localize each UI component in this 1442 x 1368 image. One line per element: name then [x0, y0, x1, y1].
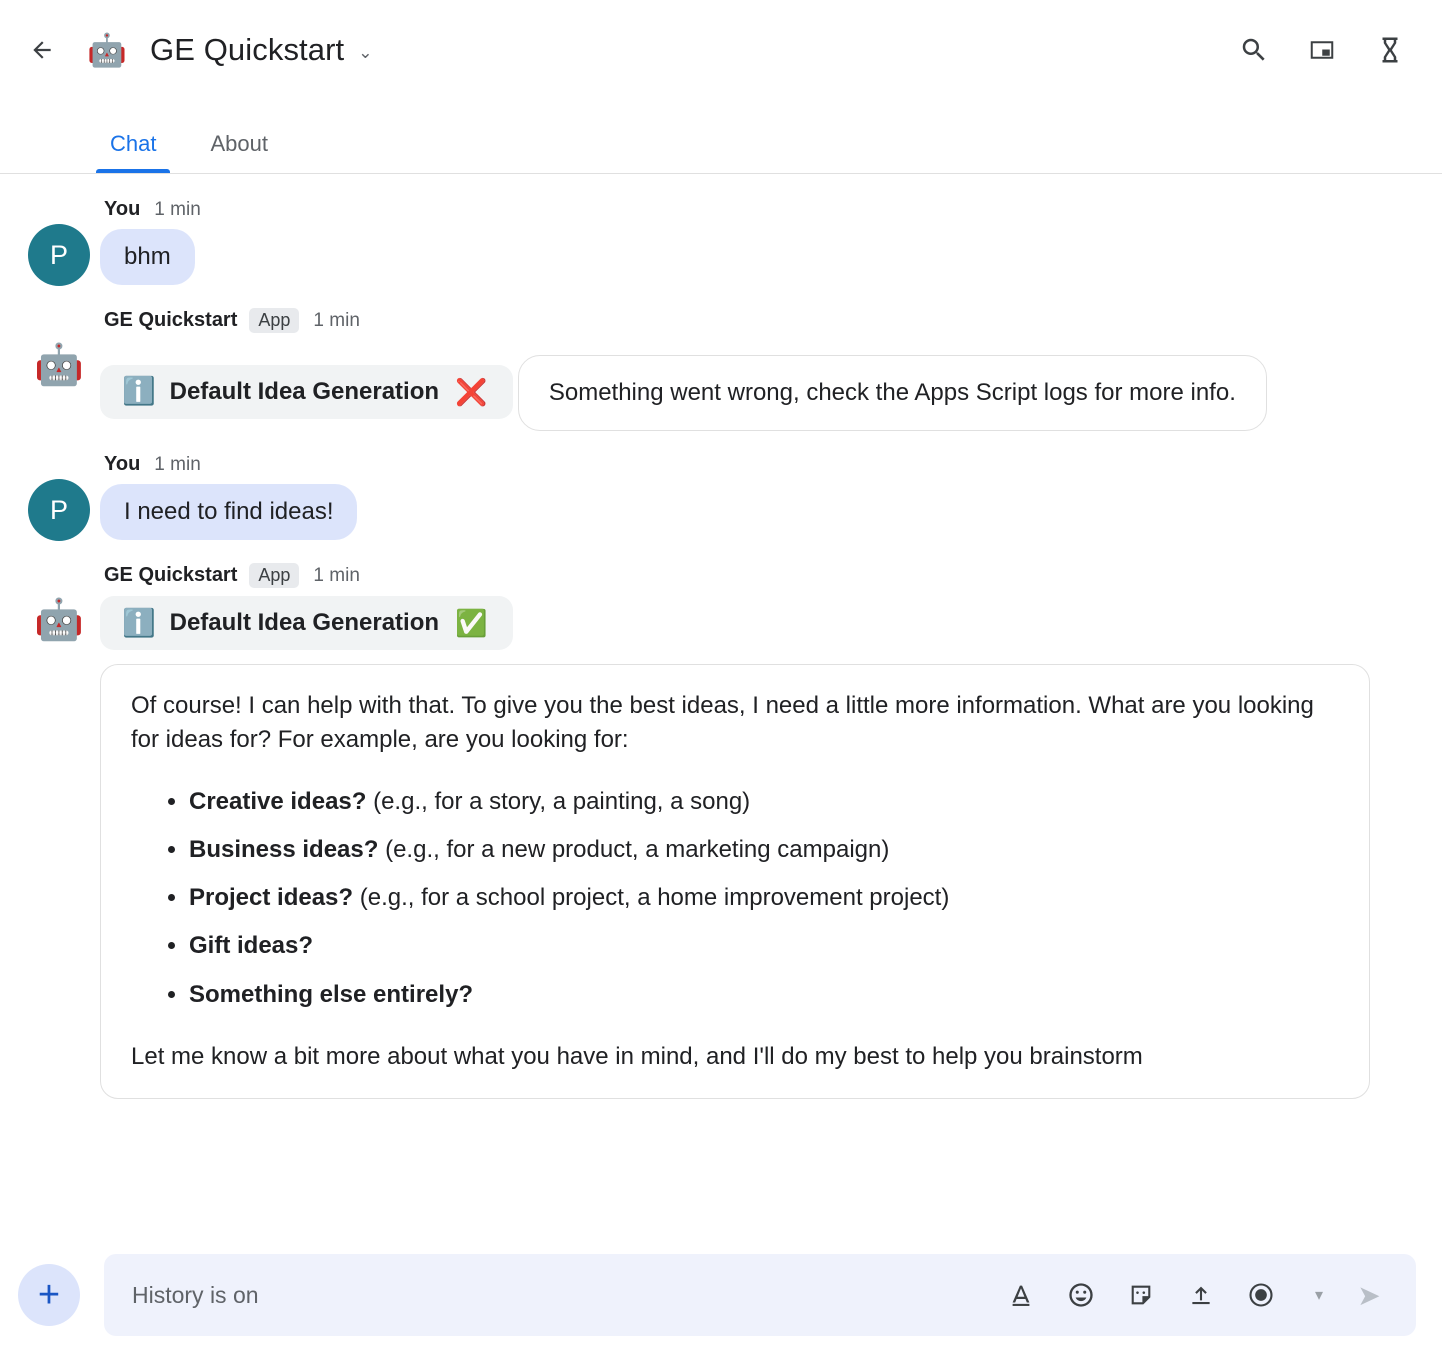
message-body: [100, 563, 1402, 1099]
sticker-icon-glyph: [1127, 1281, 1155, 1309]
card-title-text: Default Idea Generation: [169, 609, 440, 637]
list-item-label: Gift ideas?: [189, 932, 314, 960]
tab-chat[interactable]: Chat: [96, 131, 170, 173]
search-icon[interactable]: [1228, 24, 1280, 76]
card-body: Something went wrong, check the Apps Script logs for more info.: [518, 355, 1267, 431]
tab-about[interactable]: About: [210, 131, 268, 156]
message-timestamp: 1 min: [313, 309, 360, 331]
emoji-icon-glyph: [1067, 1281, 1095, 1309]
card-intro-text: Of course! I can help with that. To give you the best ideas, I need a little more information. What are you looking for ideas for? For example, are you looking for:: [131, 692, 1314, 754]
format-text-icon-glyph: [1007, 1281, 1035, 1309]
message-sender: You: [104, 198, 141, 220]
hourglass-icon-glyph: [1375, 35, 1405, 65]
upload-file-icon-glyph: [1187, 1281, 1215, 1309]
card-body: [100, 664, 1370, 1099]
page-title: [150, 32, 373, 68]
list-item-label: Project ideas?: [189, 884, 354, 912]
message-composer: [0, 1242, 1442, 1368]
message-body: [100, 308, 1402, 431]
send-button[interactable]: ➤: [1357, 1279, 1381, 1311]
picture-in-picture-icon[interactable]: [1296, 24, 1348, 76]
idea-category-list: [131, 785, 1339, 1011]
sticker-icon[interactable]: [1116, 1270, 1166, 1320]
message-meta: [100, 308, 1402, 333]
card-outro-text: Let me know a bit more about what you have in mind, and I'll do my best to help you brainstorm: [131, 1042, 1143, 1070]
message-meta: [100, 563, 1402, 588]
app-avatar: [84, 27, 130, 73]
message-meta: [100, 453, 1402, 476]
list-item: [189, 881, 1339, 915]
message-item: [0, 563, 1442, 1099]
list-item: [189, 785, 1339, 819]
record-icon-glyph: [1247, 1281, 1275, 1309]
avatar-column: [18, 198, 100, 286]
message-list[interactable]: [0, 174, 1442, 1242]
picture-in-picture-icon-glyph: [1307, 35, 1337, 65]
format-text-icon[interactable]: [996, 1270, 1046, 1320]
message-item: [0, 308, 1442, 431]
user-message-bubble: bhm: [100, 229, 195, 285]
user-message-bubble: I need to find ideas!: [100, 484, 357, 540]
info-icon: ℹ️: [122, 607, 156, 638]
chevron-down-icon[interactable]: ⌄: [358, 43, 373, 62]
add-attachment-button[interactable]: +: [18, 1264, 80, 1326]
list-item-label: Something else entirely?: [189, 980, 474, 1008]
emoji-icon[interactable]: [1056, 1270, 1106, 1320]
app-badge: App: [249, 308, 299, 333]
app-avatar-glyph: 🤖: [87, 32, 127, 68]
avatar-column: [18, 453, 100, 541]
info-icon: ℹ️: [122, 376, 156, 406]
back-arrow-icon: [29, 37, 55, 63]
list-item-detail: (e.g., for a school project, a home improvement project): [353, 884, 950, 912]
send-group: [1296, 1268, 1396, 1322]
error-icon: ❌: [455, 376, 488, 407]
message-timestamp: 1 min: [154, 198, 201, 220]
composer-tools: [996, 1270, 1286, 1320]
avatar: P: [28, 224, 90, 286]
message-timestamp: 1 min: [154, 453, 201, 475]
message-item: [0, 198, 1442, 286]
avatar: P: [28, 479, 90, 541]
avatar-column: [18, 308, 100, 431]
avatar-column: [18, 563, 100, 1099]
app-badge: App: [249, 563, 299, 588]
message-meta: [100, 198, 1402, 221]
list-item-detail: (e.g., for a new product, a marketing campaign): [378, 836, 890, 864]
list-item: [189, 929, 1339, 963]
record-icon[interactable]: [1236, 1270, 1286, 1320]
list-item-label: Business ideas?: [189, 836, 379, 864]
message-body: [100, 198, 1402, 286]
message-item: [0, 453, 1442, 541]
message-sender: GE Quickstart: [104, 564, 238, 587]
back-button[interactable]: [18, 26, 66, 74]
composer-input-container[interactable]: [104, 1254, 1416, 1336]
list-item-detail: (e.g., for a story, a painting, a song): [366, 788, 751, 816]
avatar: 🤖: [34, 343, 84, 387]
avatar: 🤖: [34, 598, 84, 643]
app-header: [0, 0, 1442, 100]
search-icon-glyph: [1239, 35, 1269, 65]
list-item: [189, 978, 1339, 1012]
card-header: [100, 365, 513, 419]
page-title-text: GE Quickstart: [150, 32, 345, 67]
message-body: [100, 453, 1402, 541]
message-timestamp: 1 min: [313, 564, 360, 586]
hourglass-icon[interactable]: [1364, 24, 1416, 76]
list-item-label: Creative ideas?: [189, 788, 367, 816]
message-sender: GE Quickstart: [104, 309, 238, 331]
tab-bar: [0, 100, 1442, 174]
upload-file-icon[interactable]: [1176, 1270, 1226, 1320]
message-sender: You: [104, 453, 141, 476]
card-title-text: Default Idea Generation: [169, 377, 440, 405]
chevron-down-icon[interactable]: ▾: [1314, 1287, 1324, 1304]
list-item: [189, 833, 1339, 867]
message-input[interactable]: [130, 1281, 996, 1310]
success-icon: ✅: [455, 608, 488, 639]
card-header: [100, 596, 513, 650]
